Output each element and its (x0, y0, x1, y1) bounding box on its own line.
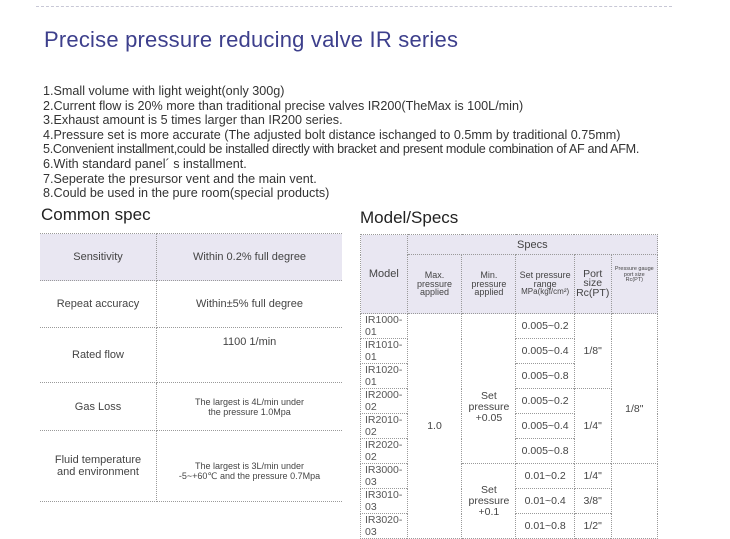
gauge-port-header (611, 255, 657, 314)
feature-item: 3.Exhaust amount is 5 times larger than IR200 series. (43, 113, 343, 128)
spec-value: 1100 1/min (157, 328, 343, 383)
header-line: Max. (424, 270, 445, 281)
spec-label: Rated flow (40, 328, 157, 383)
min-pressure-header (462, 255, 516, 314)
page-title: Precise pressure reducing valve IR series (44, 27, 459, 52)
set-range: 0.005~0.2 (516, 389, 574, 414)
table-header-row (361, 235, 658, 255)
table-row (40, 431, 342, 502)
min-pressure-line: Set (481, 390, 497, 402)
model-header: Model (361, 235, 408, 314)
model-name: IR1000-01 (361, 314, 408, 339)
header-line: Rc(PT) (576, 286, 610, 299)
header-line: Pressure gauge (614, 266, 654, 272)
header-line: Port (583, 267, 603, 280)
set-range: 0.01~0.4 (516, 489, 574, 514)
header-line: Set pressure (519, 270, 571, 281)
port-size: 1/4" (574, 464, 611, 489)
spec-value-line: the pressure 1.0Mpa (208, 406, 291, 417)
feature-item: 8.Could be used in the pure room(special products) (43, 186, 330, 201)
header-line: MPa(kgf/cm²) (521, 287, 570, 297)
set-range: 0.005~0.4 (516, 414, 574, 439)
header-line: applied (474, 287, 504, 298)
feature-list (43, 84, 639, 201)
table-row (361, 464, 658, 489)
model-name: IR2000-02 (361, 389, 408, 414)
min-pressure-group (462, 314, 516, 464)
header-line: applied (420, 287, 450, 298)
header-line: Min. (480, 270, 498, 281)
min-pressure-group (462, 464, 516, 539)
spec-label-line: and environment (57, 466, 139, 478)
spec-value (157, 431, 343, 502)
specs-header: Specs (407, 235, 657, 255)
feature-item: 1.Small volume with light weight(only 300g) (43, 84, 285, 98)
header-line: pressure (471, 278, 507, 289)
port-size: 3/8" (574, 489, 611, 514)
model-name: IR3000-03 (361, 464, 408, 489)
spec-value-line: The largest is 4L/min under (194, 396, 305, 407)
header-line: port size (623, 271, 645, 278)
table-row (40, 234, 342, 281)
min-pressure-line: pressure (468, 401, 510, 413)
spec-value: Within±5% full degree (157, 281, 343, 328)
header-line: pressure (417, 278, 453, 289)
table-row (40, 328, 342, 383)
max-pressure-value: 1.0 (407, 314, 462, 539)
table-row (40, 383, 342, 431)
header-line: Rc(PT) (625, 277, 644, 283)
model-name: IR1010-01 (361, 339, 408, 364)
feature-item: 7.Seperate the presursor vent and the main vent. (43, 171, 317, 186)
set-range: 0.005~0.8 (516, 439, 574, 464)
spec-label: Gas Loss (40, 383, 157, 431)
feature-item: 2.Current flow is 20% more than traditional precise valves IR200(TheMax is 100L/min) (43, 98, 524, 113)
model-name: IR3010-03 (361, 489, 408, 514)
port-size: 1/4" (574, 389, 611, 464)
common-spec-heading: Common spec (41, 205, 151, 224)
set-range: 0.005~0.8 (516, 364, 574, 389)
spec-value (157, 383, 343, 431)
set-range: 0.005~0.4 (516, 339, 574, 364)
gauge-port-empty (611, 464, 657, 539)
port-size: 1/2" (574, 514, 611, 539)
table-row (361, 314, 658, 339)
spec-label (40, 431, 157, 502)
top-divider (36, 6, 672, 7)
spec-value-line: -5~+60℃ and the pressure 0.7Mpa (178, 471, 321, 481)
max-pressure-header (407, 255, 462, 314)
table-row (40, 281, 342, 328)
model-specs-heading: Model/Specs (360, 208, 459, 227)
gauge-port-size: 1/8" (611, 314, 657, 464)
feature-item: 5.Convenient installment,could be installed directly with bracket and present module combination of AF and AFM. (43, 142, 640, 157)
feature-item: 6.With standard panel´ s installment. (43, 156, 247, 171)
port-size: 1/8" (574, 314, 611, 389)
min-pressure-line: +0.05 (475, 412, 503, 424)
model-name: IR2010-02 (361, 414, 408, 439)
spec-value-line: The largest is 3L/min under (194, 461, 305, 471)
min-pressure-line: +0.1 (478, 505, 500, 518)
set-range: 0.005~0.2 (516, 314, 574, 339)
spec-label: Sensitivity (40, 234, 157, 281)
feature-item: 4.Pressure set is more accurate (The adjusted bolt distance ischanged to 0.5mm by traditional 0.75mm) (43, 127, 621, 142)
model-name: IR1020-01 (361, 364, 408, 389)
min-pressure-line: pressure (468, 494, 510, 507)
model-name: IR2020-02 (361, 439, 408, 464)
set-range-header (516, 255, 574, 314)
spec-label-line: Fluid temperature (54, 454, 142, 466)
model-name: IR3020-03 (361, 514, 408, 539)
common-spec-table (40, 233, 342, 502)
set-range: 0.01~0.8 (516, 514, 574, 539)
set-range: 0.01~0.2 (516, 464, 574, 489)
min-pressure-line: Set (481, 483, 497, 496)
spec-value: Within 0.2% full degree (157, 234, 343, 281)
model-specs-table (360, 234, 658, 539)
spec-label: Repeat accuracy (40, 281, 157, 328)
header-line: range (533, 278, 557, 289)
port-size-header (574, 255, 611, 314)
header-line: size (583, 277, 603, 290)
